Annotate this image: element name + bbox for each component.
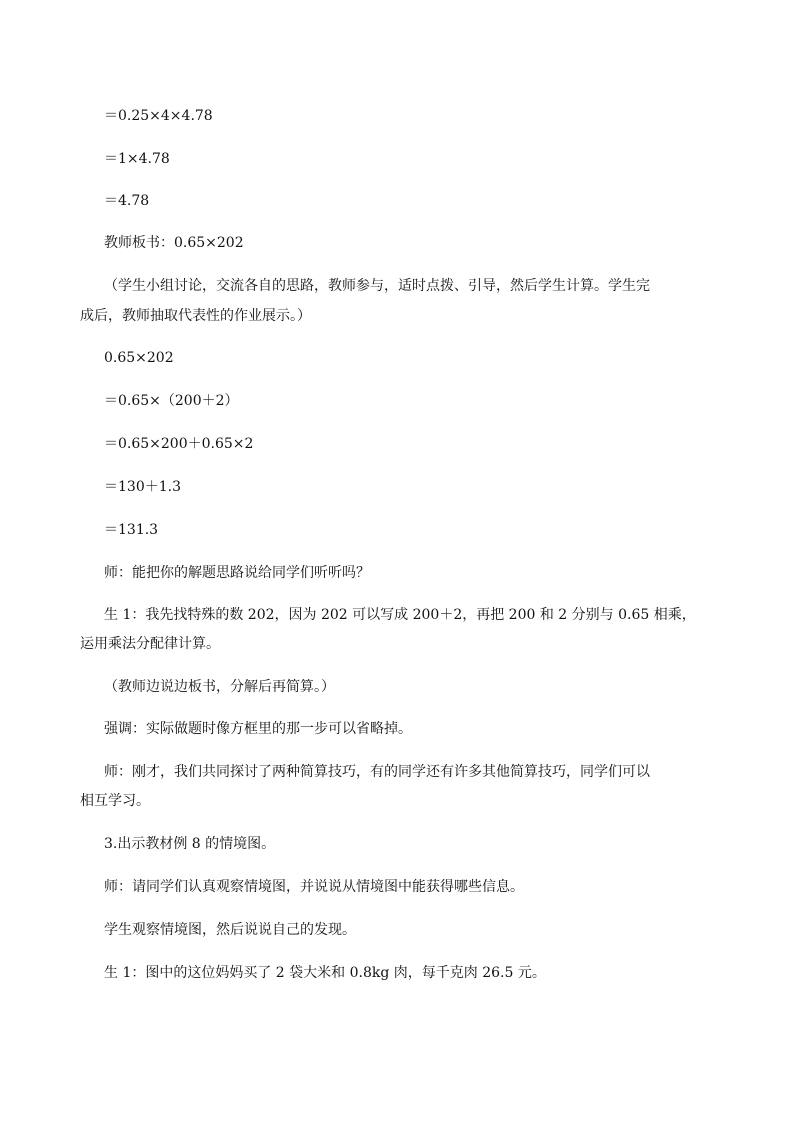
text-line: 0.65×202 — [104, 350, 174, 366]
text-line: ＝1×4.78 — [104, 151, 170, 167]
text-line: ＝130＋1.3 — [104, 479, 181, 495]
text-line: 师：刚才，我们共同探讨了两种简算技巧，有的同学还有许多其他简算技巧，同学们可以 — [104, 764, 650, 780]
text-line: 生 1：我先找特殊的数 202，因为 202 可以写成 200＋2，再把 200 和 2 分别与 0.65 相乘， — [104, 607, 696, 623]
text-line: 运用乘法分配律计算。 — [80, 636, 220, 652]
text-line: 生 1：图中的这位妈妈买了 2 袋大米和 0.8kg 肉，每千克肉 26.5 元。 — [104, 965, 546, 981]
text-line: 学生观察情境图，然后说说自己的发现。 — [104, 922, 356, 938]
text-line: 师：请同学们认真观察情境图，并说说从情境图中能获得哪些信息。 — [104, 879, 524, 895]
text-line: ＝0.25×4×4.78 — [104, 108, 213, 124]
text-line: 3.出示教材例 8 的情境图。 — [104, 836, 276, 852]
text-line: ＝0.65×200＋0.65×2 — [104, 436, 254, 452]
text-line: 相互学习。 — [80, 793, 150, 809]
text-line: ＝4.78 — [104, 193, 150, 209]
text-line: 强调：实际做题时像方框里的那一步可以省略掉。 — [104, 721, 412, 737]
text-line: 教师板书：0.65×202 — [104, 235, 244, 251]
text-line: ＝131.3 — [104, 522, 159, 538]
text-line: ＝0.65×（200＋2） — [104, 393, 239, 409]
text-line: （教师边说边板书，分解后再简算。） — [104, 679, 335, 695]
text-line: 成后，教师抽取代表性的作业展示。） — [80, 308, 311, 324]
text-line: 师：能把你的解题思路说给同学们听听吗？ — [104, 565, 370, 581]
text-line: （学生小组讨论，交流各自的思路，教师参与，适时点拨、引导，然后学生计算。学生完 — [104, 278, 650, 294]
